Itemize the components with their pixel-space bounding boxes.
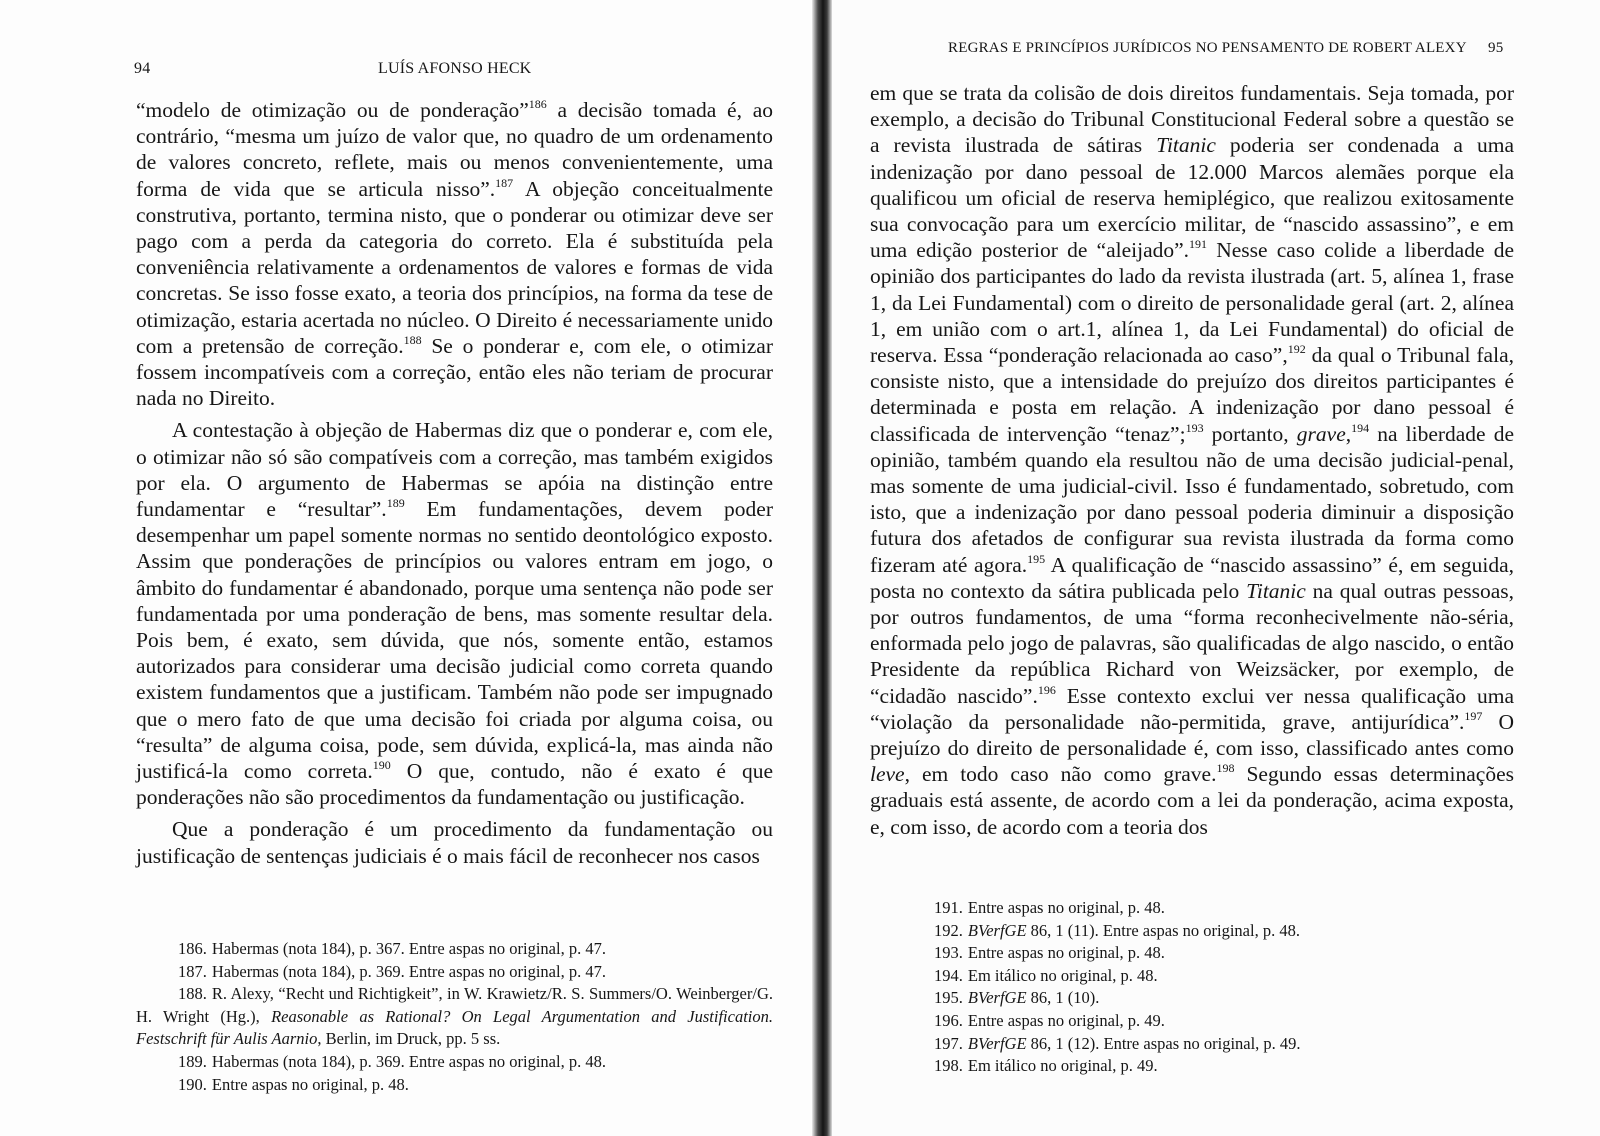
- footnote-ref[interactable]: 194: [1351, 420, 1370, 435]
- footnote-ref[interactable]: 198: [1216, 761, 1235, 776]
- footnotes: [934, 897, 1494, 1078]
- right-page: [832, 0, 1600, 1136]
- footnote-ref[interactable]: 187: [495, 175, 514, 190]
- footnote: 191. Entre aspas no original, p. 48.: [934, 898, 1165, 917]
- footnote: 195. BVerfGE 86, 1 (10).: [934, 988, 1100, 1008]
- footnote-ref[interactable]: 191: [1189, 237, 1208, 252]
- paragraph: Que a ponderação é um procedimento da fundamentação ou justificação de sentenças judiciais é o mais fácil de reconhecer nos casos: [136, 817, 773, 868]
- footnote: 198. Em itálico no original, p. 49.: [934, 1056, 1158, 1076]
- footnote: 187. Habermas (nota 184), p. 369. Entre aspas no original, p. 47.: [178, 961, 606, 981]
- footnote-ref[interactable]: 189: [386, 496, 405, 511]
- footnote: 196. Entre aspas no original, p. 49.: [934, 1010, 1165, 1030]
- footnote: 197. BVerfGE 86, 1 (12). Entre aspas no original, p. 49.: [934, 1033, 1301, 1053]
- footnote-ref[interactable]: 196: [1037, 682, 1056, 697]
- body-text: [136, 97, 773, 869]
- footnote-ref[interactable]: 192: [1287, 342, 1306, 357]
- running-head-title: REGRAS E PRINCÍPIOS JURÍDICOS NO PENSAMENTO DE ROBERT ALEXY: [948, 40, 1467, 56]
- footnote: 190. Entre aspas no original, p. 48.: [178, 1074, 409, 1094]
- footnote: 186. Habermas (nota 184), p. 367. Entre aspas no original, p. 47.: [178, 939, 606, 958]
- body-text: [870, 80, 1514, 840]
- running-head-author: LUÍS AFONSO HECK: [378, 60, 532, 77]
- footnote-ref[interactable]: 188: [403, 332, 422, 347]
- footnotes: [136, 938, 773, 1096]
- footnote: 188. R. Alexy, “Recht und Richtigkeit”, in W. Krawietz/R. S. Summers/O. Weinberger/G. H. Wright (Hg.), Reasonable as Rational? On Legal Argumentation and Justification. Festschrift für Aulis Aarnio, Berlin, im Druck, pp. 5 ss.: [136, 984, 774, 1049]
- footnote-ref[interactable]: 186: [528, 97, 547, 111]
- book-gutter: [812, 0, 832, 1136]
- footnote: 189. Habermas (nota 184), p. 369. Entre aspas no original, p. 48.: [178, 1051, 606, 1071]
- footnote-ref[interactable]: 190: [372, 758, 391, 773]
- page-number: 94: [134, 60, 151, 77]
- footnote: 194. Em itálico no original, p. 48.: [934, 965, 1158, 985]
- paragraph: “modelo de otimização ou de ponderação”$^{186}$ a decisão tomada é, ao contrário, “mesma um juízo de valor que, no quadro de um ordenamento de valores concreto, reflete, mais ou menos convenientemente, uma forma de vida que se articula nisso”.$^{187}$ A objeção conceitualmente construtiva, portanto, termina nisto, que o ponderar ou otimizar deve ser pago com a perda da categoria do correto. Ela é substituída pela conveniência relativamente a ordenamentos de valores e formas de vida concretas. Se isso fosse exato, a teoria dos princípios, na forma da tese de otimização, estaria acertada no núcleo. O Direito é necessariamente unido com a pretensão de correção.$^{188}$ Se o ponderar e, com ele, o otimizar fossem incompatíveis com a correção, então eles não teriam de procurar nada no Direito.: [136, 97, 773, 411]
- paragraph: em que se trata da colisão de dois direitos fundamentais. Seja tomada, por exemplo, a decisão do Tribunal Constitucional Federal sobre a questão se a revista ilustrada de sátiras Titanic poderia ser condenada a uma indenização por dano pessoal de 12.000 Marcos alemães porque ela qualificou um oficial de reserva hemiplégico, que realizou exitosamente sua convocação para um exercício militar, de “nascido assassino”, e em uma edição posterior de “aleijado”.$^{191}$ Nesse caso colide a liberdade de opinião dos participantes do lado da revista ilustrada (art. 5, alínea 1, frase 1, da Lei Fundamental) com o direito de personalidade geral (art. 2, alínea 1, em união com o art.1, alínea 1, da Lei Fundamental) do oficial de reserva. Essa “ponderação relacionada ao caso”,$^{192}$ da qual o Tribunal fala, consiste nisto, que a intensidade do prejuízo dos direitos participantes é determinada e posta em relação. A indenização por dano pessoal é classificada de intervenção “tenaz”;$^{193}$ portanto, grave,$^{194}$ na liberdade de opinião, também quando ela resultou não de uma decisão judicial-penal, mas somente de uma judicial-civil. Isso é fundamentado, sobretudo, com isto, que a indenização por dano pessoal poderia diminuir a disposição futura dos afetados de configurar sua revista ilustrada da forma como fizeram até agora.$^{195}$ A qualificação de “nascido assassino” é, em seguida, posta no contexto da sátira publicada pelo Titanic na qual outras pessoas, por outros fundamentos, de uma “forma reconhecivelmente não-séria, enformada pelo jogo de palavras, são qualificadas de algo nascido, o então Presidente da república Richard von Weizsäcker, por exemplo, de “cidadão nascido”.$^{196}$ Esse contexto exclui ver nessa qualificação uma “violação da personalidade não-permitida, grave, antijurídica”.$^{197}$ O prejuízo do direito de personalidade é, com isso, classificado antes como leve, em todo caso não como grave.$^{198}$ Segundo essas determinações graduais está assente, de acordo com a lei da ponderação, acima exposta, e, com isso, de acordo com a teoria dos: [870, 81, 1515, 839]
- footnote: 193. Entre aspas no original, p. 48.: [934, 943, 1165, 963]
- footnote-ref[interactable]: 193: [1185, 420, 1204, 435]
- page-number: 95: [1488, 40, 1504, 56]
- footnote-ref[interactable]: 197: [1464, 708, 1483, 723]
- footnote: 192. BVerfGE 86, 1 (11). Entre aspas no original, p. 48.: [934, 920, 1300, 940]
- footnote-ref[interactable]: 195: [1027, 551, 1046, 566]
- paragraph: A contestação à objeção de Habermas diz que o ponderar e, com ele, o otimizar não só são compatíveis com a correção, mas também exigidos por ela. O argumento de Habermas se apóia na distinção entre fundamentar e “resultar”.$^{189}$ Em fundamentações, devem poder desempenhar um papel somente normas no sentido deontológico exposto. Assim que ponderações de princípios ou valores entram em jogo, o âmbito do fundamentar é abandonado, porque uma sentença não pode ser fundamentada por uma ponderação de bens, mas somente resultar dela. Pois bem, é exato, sem dúvida, que nós, somente então, estamos autorizados para considerar uma decisão judicial como correta quando existem fundamentos que a justificam. Também não pode ser impugnado que o mero fato de que uma decisão foi criada por alguma coisa, ou “resulta” de alguma coisa, pode, sem dúvida, explicá-la, mas ainda não justificá-la como correta.$^{190}$ O que, contudo, não é exato é que ponderações não são procedimentos da fundamentação ou justificação.: [136, 418, 773, 810]
